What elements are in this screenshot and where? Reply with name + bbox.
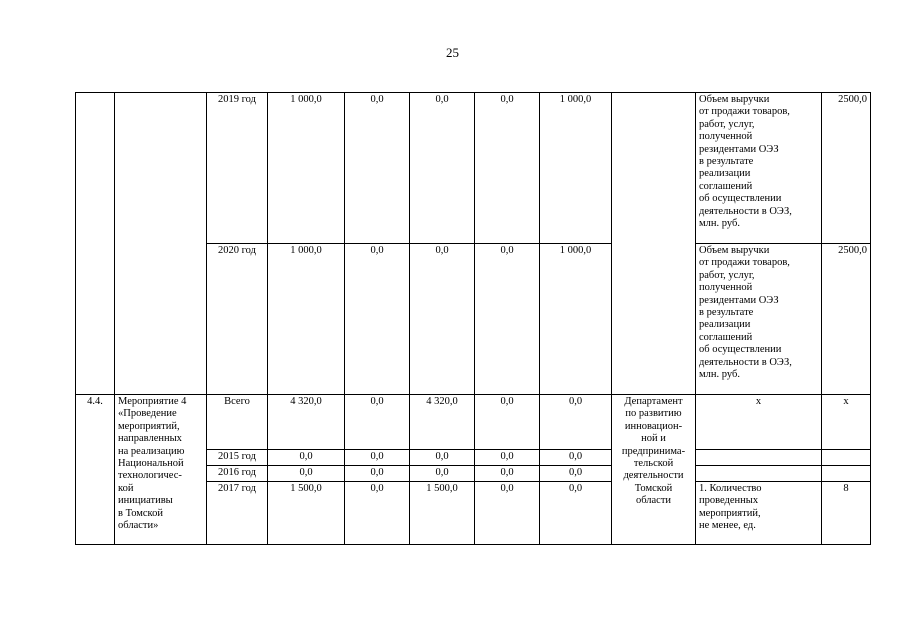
cell-federal: 0,0 bbox=[345, 482, 410, 545]
cell-value-empty bbox=[822, 466, 871, 482]
cell-indicator-empty bbox=[696, 466, 822, 482]
cell-indicator-value: 2500,0 bbox=[822, 244, 871, 395]
cell-federal: 0,0 bbox=[345, 93, 410, 244]
cell-municipal: 0,0 bbox=[475, 93, 540, 244]
cell-municipal: 0,0 bbox=[475, 395, 540, 450]
cell-indicator-value: х bbox=[822, 395, 871, 450]
cell-indicator: 1. Количество проведенных мероприятий, не менее, ед. bbox=[696, 482, 822, 545]
cell-total: 0,0 bbox=[268, 466, 345, 482]
cell-value-empty bbox=[822, 450, 871, 466]
cell-indicator: х bbox=[696, 395, 822, 450]
cell-municipal: 0,0 bbox=[475, 244, 540, 395]
program-table bbox=[75, 92, 871, 545]
cell-total: 1 000,0 bbox=[268, 93, 345, 244]
cell-executor-empty bbox=[612, 93, 696, 395]
cell-name-empty bbox=[115, 93, 207, 395]
cell-year: 2020 год bbox=[207, 244, 268, 395]
cell-total: 1 500,0 bbox=[268, 482, 345, 545]
cell-year: 2017 год bbox=[207, 482, 268, 545]
cell-federal: 0,0 bbox=[345, 395, 410, 450]
cell-indicator: Объем выручки от продажи товаров, работ, услуг, полученной резидентами ОЭЗ в результате реализации соглашений об осуществлении деятельности в ОЭЗ, млн. руб. bbox=[696, 93, 822, 244]
cell-total: 4 320,0 bbox=[268, 395, 345, 450]
cell-year: 2015 год bbox=[207, 450, 268, 466]
cell-extrabudget: 0,0 bbox=[540, 482, 612, 545]
cell-year: 2016 год bbox=[207, 466, 268, 482]
cell-year: Всего bbox=[207, 395, 268, 450]
cell-regional: 4 320,0 bbox=[410, 395, 475, 450]
table-row-2019 bbox=[76, 93, 871, 244]
cell-total: 1 000,0 bbox=[268, 244, 345, 395]
cell-executor: Департамент по развитию инновацион- ной и предпринима- тельской деятельности Томской области bbox=[612, 395, 696, 545]
cell-extrabudget: 0,0 bbox=[540, 466, 612, 482]
table-row-total bbox=[76, 395, 871, 450]
cell-regional: 0,0 bbox=[410, 450, 475, 466]
cell-federal: 0,0 bbox=[345, 450, 410, 466]
page-number: 25 bbox=[446, 45, 459, 60]
cell-indicator-value: 2500,0 bbox=[822, 93, 871, 244]
cell-total: 0,0 bbox=[268, 450, 345, 466]
cell-regional: 1 500,0 bbox=[410, 482, 475, 545]
cell-municipal: 0,0 bbox=[475, 450, 540, 466]
cell-num: 4.4. bbox=[76, 395, 115, 545]
cell-event-name: Мероприятие 4 «Проведение мероприятий, направленных на реализацию Национальной технологичес- кой инициативы в Томской области» bbox=[115, 395, 207, 545]
cell-municipal: 0,0 bbox=[475, 466, 540, 482]
cell-regional: 0,0 bbox=[410, 93, 475, 244]
cell-extrabudget: 0,0 bbox=[540, 450, 612, 466]
cell-extrabudget: 1 000,0 bbox=[540, 244, 612, 395]
cell-extrabudget: 1 000,0 bbox=[540, 93, 612, 244]
cell-year: 2019 год bbox=[207, 93, 268, 244]
cell-indicator-value: 8 bbox=[822, 482, 871, 545]
cell-regional: 0,0 bbox=[410, 466, 475, 482]
cell-federal: 0,0 bbox=[345, 244, 410, 395]
cell-indicator-empty bbox=[696, 450, 822, 466]
cell-indicator: Объем выручки от продажи товаров, работ, услуг, полученной резидентами ОЭЗ в результате реализации соглашений об осуществлении деятельности в ОЭЗ, млн. руб. bbox=[696, 244, 822, 395]
cell-num-empty bbox=[76, 93, 115, 395]
cell-municipal: 0,0 bbox=[475, 482, 540, 545]
cell-federal: 0,0 bbox=[345, 466, 410, 482]
cell-extrabudget: 0,0 bbox=[540, 395, 612, 450]
cell-regional: 0,0 bbox=[410, 244, 475, 395]
